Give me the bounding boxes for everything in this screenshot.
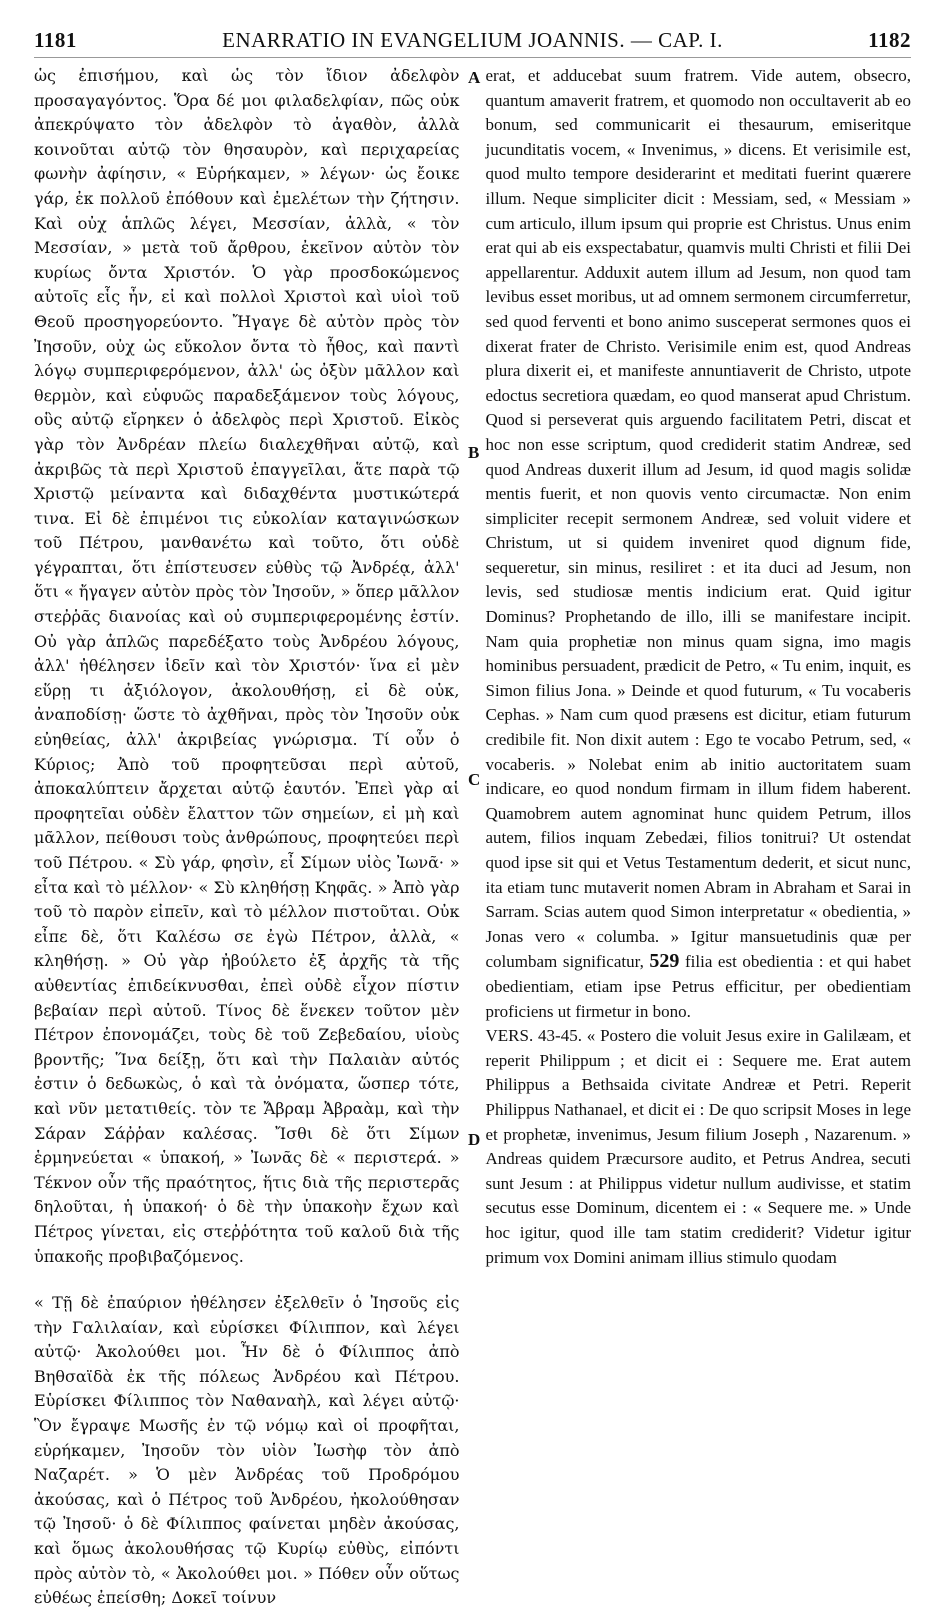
latin-paragraph-1-end: filia est obedientia : et qui habet obedientiam, etiam ipse Petrus efficitur, per obedientiam proficiens ut firmetur in bono. — [485, 952, 911, 1021]
left-page-number: 1181 — [34, 28, 77, 52]
latin-paragraph-1 — [486, 64, 912, 1024]
column-number: 529 — [649, 950, 680, 973]
margin-letter-a: A — [468, 68, 481, 87]
greek-paragraph-2: « Τῇ δὲ ἐπαύριον ἠθέλησεν ἐξελθεῖν ὁ Ἰησοῦς εἰς τὴν Γαλιλαίαν, καὶ εὑρίσκει Φίλιππον, καὶ λέγει αὐτῷ· Ἀκολούθει μοι. Ἦν δὲ ὁ Φίλιππος ἀπὸ Βηθσαϊδὰ ἐκ τῆς πόλεως Ἀνδρέου καὶ Πέτρου. Εὑρίσκει Φίλιππος τὸν Ναθαναὴλ, καὶ λέγει αὐτῷ· Ὃν ἔγραψε Μωσῆς ἐν τῷ νόμῳ καὶ οἱ προφῆται, εὑρήκαμεν, Ἰησοῦν τὸν υἱὸν Ἰωσὴφ τὸν ἀπὸ Ναζαρέτ. » Ὁ μὲν Ἀνδρέας τοῦ Προδρόμου ἀκούσας, καὶ ὁ Πέτρος τοῦ Ἀνδρέου, ἠκολούθησαν τῷ Ἰησοῦ· ὁ δὲ Φίλιππος φαίνεται μηδὲν ἀκούσας, καὶ ὅμως ἀκολουθήσας τῷ Κυρίῳ εὐθὺς, εἰπόντι πρὸς αὐτὸν τὸ, « Ἀκολούθει μοι. » Πόθεν οὖν οὕτως εὐθέως ἐπείσθη; Δοκεῖ τοίνυν — [34, 1293, 460, 1608]
two-column-body — [34, 64, 911, 1611]
running-title: ENARRATIO IN EVANGELIUM JOANNIS. — CAP. I. — [222, 28, 723, 52]
running-header — [34, 28, 911, 58]
right-page-number: 1182 — [868, 28, 911, 52]
margin-letter-d: D — [468, 1130, 481, 1149]
margin-letter-b: B — [468, 443, 480, 462]
margin-letter-c: C — [468, 770, 481, 789]
latin-paragraph-1-text: erat, et adducebat suum fratrem. Vide autem, obsecro, quantum amaverit fratrem, et quomodo non occultaverit ab eo bonum, sed communicarit ei thesaurum, emiseritque jucunditatis vocem, « Invenimus, » dicens. Et verisimile est, quod multo tempore desiderarint et meditati fuerint quærere illum. Neque simpliciter dicit : Messiam, sed, « Messiam » cum articulo, illum ipsum qui proprie est Christus. Unus enim erat qui ab eis exspectabatur, quamvis multi Christi et filii Dei appellarentur. Adduxit autem illum ad Jesum, non quod tam levibus esset moribus, ut ad omnem sermonem circumferretur, sed quod ferventi et bono animo susceperat sermones quos ei dixerat frater de Christo. Verisimile enim est, quod Andreas plura dixerit ei, et manifeste annuntiaverit de Christo, utpote edoctus secretiora quædam, eo quod manserat apud Christum. Quod si perseverat quis arguendo facilitatem Petri, discat et hoc non esse scriptum, quod crediderit statim Andreæ, sed quod Andreas duxerit illum ad Jesum, id quod magis solidæ mentis fuerit, et non quovis vento circumactæ. Non enim simpliciter recepit sermonem Andreæ, sed voluit videre et Christum, ut si quidem inveniret quod dignum fide, sequeretur, sin minus, resiliret : et ita duci ad Jesum, non levis, sed studiosæ mentis indicium erat. Quid igitur Dominus? Prophetando de illo, illi se manifestare incipit. Nam quia prophetiæ non minus quam signa, imo magis hominibus persuadent, prædicit de Petro, « Tu enim, inquit, es Simon filius Jona. » Deinde et quod futurum, « Tu vocaberis Cephas. » Nam cum quod præsens est dicitur, etiam futurum credibile fit. Non dixit autem : Ego te vocabo Petrum, sed, « vocaberis. » Nolebat enim ab initio auctoritatem suam indicare, eo quod nondum firmam in illum fidem haberent. Quamobrem autem agnominat hunc quidem Petrum, illos autem, filios inquam Zebedæi, filios tonitrui? Ut ostendat quod ipse sit qui et Vetus Testamentum dederit, et sicut nunc, ita etiam tunc mutaverit nomen Abram in Abraham et Sarai in Sarram. Scias autem quod Simon interpretatur « obedientia, » Jonas vero « columba. » Igitur mansuetudinis quæ per columbam significatur, — [485, 66, 911, 972]
latin-paragraph-2: VERS. 43-45. « Postero die voluit Jesus exire in Galilæam, et reperit Philippum ; et dicit ei : Sequere me. Erat autem Philippus a Bethsaida civitate Andreæ et Petri. Reperit Philippus Nathanael, et dicit ei : De quo scripsit Moses in lege et prophetæ, invenimus, Jesum filium Joseph , Nazarenum. » Andreas quidem Præcursore audito, et Petrus Andrea, secuti sunt Jesum : at Philippus videtur nullum audivisse, et statim secutus esse Dominum, dicentem ei : « Sequere me. » Unde hoc igitur, quod ille tam statim crediderit? Videtur igitur primum vox Domini animam illius stimulo quodam — [485, 1026, 911, 1267]
greek-column — [34, 64, 460, 1611]
latin-column — [486, 64, 912, 1611]
greek-paragraph-1: ὡς ἐπισήμου, καὶ ὡς τὸν ἴδιον ἀδελφὸν προσαγαγόντος. Ὅρα δέ μοι φιλαδελφίαν, πῶς οὐκ ἀπεκρύψατο τὸν ἀδελφὸν τὸ ἀγαθὸν, ἀλλὰ κοινοῦται αὐτῷ τὸν θησαυρὸν, καὶ περιχαρείας φωνὴν ἀφίησιν, « Εὑρήκαμεν, » λέγων· ὡς ἔοικε γάρ, ἐκ πολλοῦ ἐπόθουν καὶ ἐμελέτων τὴν ζήτησιν. Καὶ οὐχ ἁπλῶς λέγει, Μεσσίαν, ἀλλὰ, « τὸν Μεσσίαν, » μετὰ τοῦ ἄρθρου, ἐκεῖνον αὐτὸν τὸν κυρίως ὄντα Χριστόν. Ὁ γὰρ προσδοκώμενος αὐτοῖς εἷς ἦν, εἰ καὶ πολλοὶ Χριστοὶ καὶ υἱοὶ τοῦ Θεοῦ προσηγορεύοντο. Ἤγαγε δὲ αὐτὸν πρὸς τὸν Ἰησοῦν, οὐχ ὡς εὔκολον ὄντα τὸ ἦθος, καὶ παντὶ λόγῳ συμπεριφερόμενον, ἀλλ' ὡς ὀξὺν μᾶλλον καὶ θερμὸν, καὶ εὐφυῶς παραδεξάμενον τοὺς λόγους, οὓς αὐτῷ εἴρηκεν ὁ ἀδελφὸς περὶ Χριστοῦ. Εἰκὸς γὰρ τὸν Ἀνδρέαν πλείω διαλεχθῆναι αὐτῷ, καὶ ἀκριβῶς τὰ περὶ Χριστοῦ ἐπαγγεῖλαι, ἅτε παρὰ τῷ Χριστῷ μείναντα καὶ διδαχθέντα μυστικώτερά τινα. Εἰ δὲ ἐπιμένοι τις εὐκολίαν καταγινώσκων τοῦ Πέτρου, μανθανέτω καὶ τοῦτο, ὅτι οὐδὲ γέγραπται, ὅτι ἐπίστευσεν εὐθὺς τῷ Ἀνδρέᾳ, ἀλλ' ὅτι « ἤγαγεν αὐτὸν πρὸς τὸν Ἰησοῦν, » ὅπερ μᾶλλον στεῤῥᾶς διανοίας καὶ οὐ συμπεριφερομένης ἐστίν. Οὐ γὰρ ἁπλῶς παρεδέξατο τοὺς Ἀνδρέου λόγους, ἀλλ' ἠθέλησεν ἰδεῖν καὶ τὸν Χριστόν· ἵνα εἰ μὲν εὕρῃ τι ἀξιόλογον, ἀκολουθήσῃ, εἰ δὲ οὐκ, ἀναποδίσῃ· ὥστε τὸ ἀχθῆναι, πρὸς τὸν Ἰησοῦν οὐκ εὐηθείας, ἀλλ' ἀκριβείας γνώρισμα. Τί οὖν ὁ Κύριος; Ἀπὸ τοῦ προφητεῦσαι περὶ αὐτοῦ, ἀποκαλύπτειν ἄρχεται αὐτῷ ἑαυτόν. Ἐπεὶ γὰρ αἱ προφητεῖαι οὐδὲν ἔλαττον τῶν σημείων, εἰ μὴ καὶ μᾶλλον, πείθουσι τοὺς ἀνθρώπους, προφητεύει περὶ τοῦ Πέτρου. « Σὺ γάρ, φησὶν, εἶ Σίμων υἱὸς Ἰωνᾶ· » εἶτα καὶ τὸ μέλλον· « Σὺ κληθήσῃ Κηφᾶς. » Ἀπὸ γὰρ τοῦ τὸ παρὸν εἰπεῖν, καὶ τὸ μέλλον πιστοῦται. Οὐκ εἶπε δὲ, ὅτι Καλέσω σε ἐγὼ Πέτρον, ἀλλὰ, « κληθήσῃ. » Οὐ γὰρ ἠβούλετο ἐξ ἀρχῆς τὰ τῆς αὐθεντίας ἐπιδείκνυσθαι, ἐπεὶ οὐδὲ εἶχον πίστιν βεβαίαν περὶ αὐτοῦ. Τίνος δὲ ἕνεκεν τοῦτον μὲν Πέτρον ἐπονομάζει, τοὺς δὲ τοῦ Ζεβεδαίου, υἱοὺς βροντῆς; Ἵνα δείξῃ, ὅτι καὶ τὴν Παλαιὰν αὐτός ἐστιν ὁ δεδωκὼς, ὁ καὶ τὰ ὀνόματα, ὥσπερ τότε, καὶ νῦν μετατιθείς. τὸν τε Ἄβραμ Ἀβραὰμ, καὶ τὴν Σάραν Σάῤῥαν καλέσας. Ἴσθι δὲ ὅτι Σίμων ἑρμηνεύεται « ὑπακοή, » Ἰωνᾶς δὲ « περιστερά. » Τέκνον οὖν τῆς πραότητος, ἥτις διὰ τῆς περιστερᾶς δηλοῦται, ἡ ὑπακοή· ὁ δὲ τὴν ὑπακοὴν ἔχων καὶ Πέτρος γίνεται, εἰς στεῤῥότητα τοῦ καλοῦ διὰ τῆς ὑπακοῆς προβιβαζόμενος. — [34, 66, 460, 1266]
